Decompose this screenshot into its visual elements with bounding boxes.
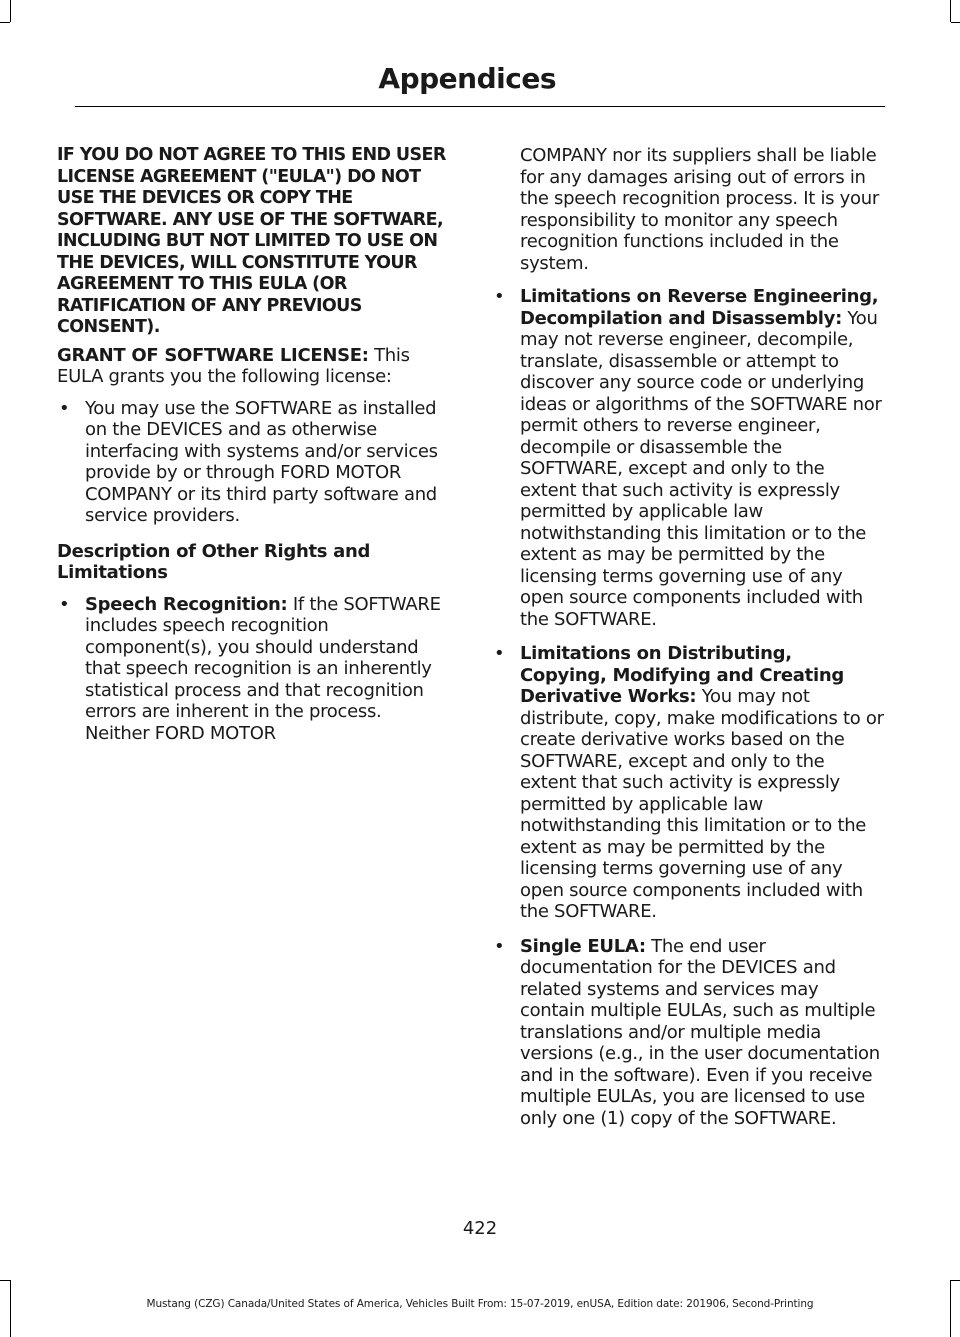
crop-mark	[950, 0, 951, 22]
section-subheading: Description of Other Rights and Limitations	[57, 540, 371, 583]
left-column	[57, 145, 449, 757]
single-label: Single EULA:	[520, 935, 646, 957]
grant-paragraph	[57, 345, 449, 388]
rights-list-continued	[492, 286, 884, 1129]
list-item	[492, 286, 884, 630]
list-item	[492, 936, 884, 1130]
reverse-text: You may not reverse engineer, decompile, translate, disassemble or attempt to discover any source code or underlying ideas or algorithms of the SOFTWARE nor permit others to reverse engineer, decompile or disassemble the SOFTWARE, except and only to the extent that such activity is expressly permitted by applicable law notwithstanding this limitation or to the extent as may be permitted by the licensing terms governing use of any open source components included with the SOFTWARE.	[520, 307, 882, 630]
bullet: •	[59, 397, 70, 419]
grant-label: GRANT OF SOFTWARE LICENSE:	[57, 344, 369, 366]
speech-text: If the SOFTWARE includes speech recognition component(s), you should understand that speech recognition is an inherently statistical process and that recognition errors are inherent in the process. Neither FORD MOTOR	[85, 593, 441, 744]
reverse-label: Limitations on Reverse Engineering, Decompilation and Disassembly:	[520, 286, 879, 329]
bullet: •	[494, 935, 505, 957]
distrib-label: Limitations on Distributing, Copying, Modifying and Creating Derivative Works:	[520, 643, 844, 707]
rights-list	[57, 594, 449, 745]
crop-mark	[951, 22, 960, 23]
speech-continued: COMPANY nor its suppliers shall be liable for any damages arising out of errors in the speech recognition process. It is your responsibility to monitor any speech recognition functions included in the system.	[520, 145, 879, 274]
speech-label: Speech Recognition:	[85, 593, 288, 615]
single-text: The end user documentation for the DEVICES and related systems and services may contain multiple EULAs, such as multiple translations and/or multiple media versions (e.g., in the user documentation and in the software). Even if you receive multiple EULAs, you are licensed to use only one (1) copy of the SOFTWARE.	[520, 935, 880, 1129]
grant-text: This EULA grants you the following license:	[57, 344, 410, 387]
eula-warning: IF YOU DO NOT AGREE TO THIS END USER LICENSE AGREEMENT ("EULA") DO NOT USE THE DEVICES OR COPY THE SOFTWARE. ANY USE OF THE SOFTWARE, INCLUDING BUT NOT LIMITED TO USE ON THE DEVICES, WILL CONSTITUTE YOUR AGREEMENT TO THIS EULA (OR RATIFICATION OF ANY PREVIOUS CONSENT).	[57, 145, 446, 337]
crop-mark	[951, 1280, 960, 1281]
footer-text: Mustang (CZG) Canada/United States of America, Vehicles Built From: 15-07-2019, enUSA, Edition date: 201906, Second-Printing	[146, 1298, 814, 1310]
bullet: •	[494, 286, 505, 307]
crop-mark	[0, 1280, 10, 1281]
crop-mark	[0, 22, 10, 23]
right-column	[492, 145, 884, 1142]
list-item	[492, 643, 884, 923]
crop-mark	[10, 0, 11, 22]
header-divider	[75, 106, 885, 107]
grant-bullet-text: You may use the SOFTWARE as installed on the DEVICES and as otherwise interfacing with systems and/or services provide by or through FORD MOTOR COMPANY or its third party software and service providers.	[85, 397, 438, 526]
distrib-text: You may not distribute, copy, make modifications to or create derivative works based on the SOFTWARE, except and only to the extent that such activity is expressly permitted by applicable law notwithstanding this limitation or to the extent as may be permitted by the licensing terms governing use of any open source components included with the SOFTWARE.	[520, 686, 884, 922]
page-title: Appendices	[378, 62, 556, 95]
bullet: •	[494, 643, 505, 664]
list-item	[57, 594, 449, 745]
page-number: 422	[462, 1218, 498, 1239]
grant-list	[57, 398, 449, 527]
bullet: •	[59, 593, 70, 615]
list-item	[57, 398, 449, 527]
